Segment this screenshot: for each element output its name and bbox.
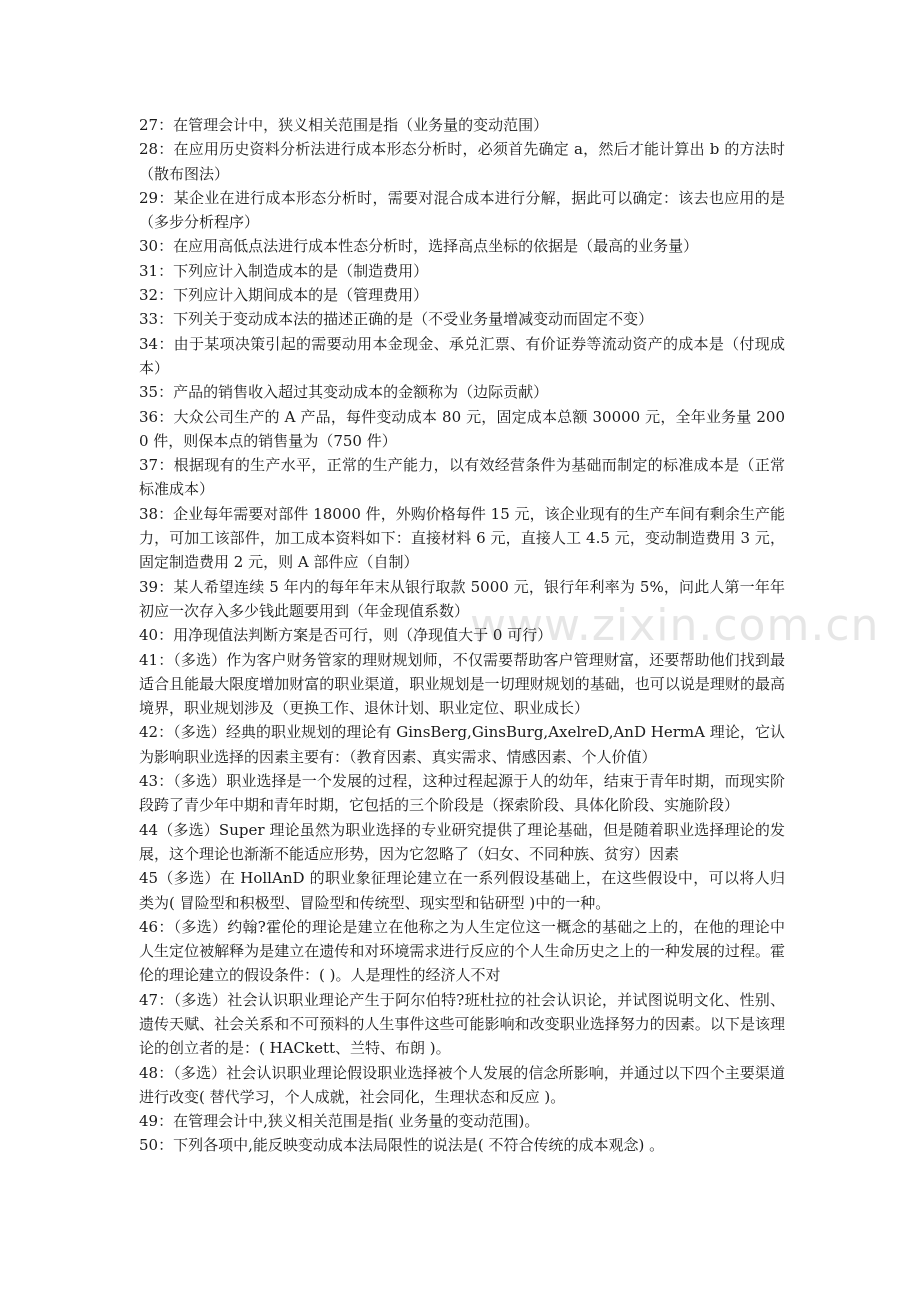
question-item-33: 33：下列关于变动成本法的描述正确的是（不受业务量增减变动而固定不变） (139, 310, 654, 329)
question-item-41: 41：（多选）作为客户财务管家的理财规划师，不仅需要帮助客户管理财富，还要帮助他们找到最适合且能最大限度增加财富的职业渠道，职业规划是一切理财规划的基础，也可以说是理财的最高境界，职业规划涉及（更换工作、退休计划、职业定位、职业成长） (139, 650, 785, 718)
question-item-45: 45（多选）在 HollAnD 的职业象征理论建立在一系列假设基础上，在这些假设中，可以将人归类为( 冒险型和积极型、冒险型和传统型、现实型和钻研型 )中的一种。 (139, 869, 785, 912)
question-item-35: 35：产品的销售收入超过其变动成本的金额称为（边际贡献） (139, 383, 549, 402)
question-item-48: 48：（多选）社会认识职业理论假设职业选择被个人发展的信念所影响，并通过以下四个主要渠道进行改变( 替代学习，个人成就，社会同化，生理状态和反应 )。 (139, 1063, 785, 1106)
question-item-42: 42：（多选）经典的职业规划的理论有 GinsBerg,GinsBurg,AxelreD,AnD HermA 理论，它认为影响职业选择的因素主要有：（教育因素、真实需求、情感因素、个人价值） (139, 723, 785, 766)
question-list (139, 113, 785, 1158)
question-item-39: 39：某人希望连续 5 年内的每年年末从银行取款 5000 元，银行年利率为 5%，问此人第一年年初应一次存入多少钱此题要用到（年金现值系数） (139, 577, 785, 620)
question-item-40: 40：用净现值法判断方案是否可行，则（净现值大于 0 可行） (139, 626, 553, 645)
question-item-36: 36：大众公司生产的 A 产品，每件变动成本 80 元，固定成本总额 30000 元，全年业务量 2000 件，则保本点的销售量为（750 件） (139, 407, 785, 450)
watermark: www.zixin.com.cn (470, 600, 880, 651)
question-item-30: 30：在应用高低点法进行成本性态分析时，选择高点坐标的依据是（最高的业务量） (139, 237, 699, 256)
question-item-43: 43：（多选）职业选择是一个发展的过程，这种过程起源于人的幼年，结束于青年时期，而现实阶段跨了青少年中期和青年时期，它包括的三个阶段是（探索阶段、具体化阶段、实施阶段） (139, 772, 785, 815)
question-item-27: 27：在管理会计中，狭义相关范围是指（业务量的变动范围） (139, 116, 549, 134)
question-item-49: 49：在管理会计中,狭义相关范围是指( 业务量的变动范围)。 (139, 1112, 540, 1131)
question-item-34: 34：由于某项决策引起的需要动用本金现金、承兑汇票、有价证券等流动资产的成本是（付现成本） (139, 334, 785, 377)
question-item-50: 50：下列各项中,能反映变动成本法局限性的说法是( 不符合传统的成本观念) 。 (139, 1136, 665, 1155)
question-item-28: 28：在应用历史资料分析法进行成本形态分析时，必须首先确定 a，然后才能计算出 b 的方法时（散布图法） (139, 140, 785, 183)
question-item-44: 44（多选）Super 理论虽然为职业选择的专业研究提供了理论基础，但是随着职业选择理论的发展，这个理论也渐渐不能适应形势，因为它忽略了（妇女、不同种族、贫穷）因素 (139, 820, 785, 863)
question-item-47: 47：（多选）社会认识职业理论产生于阿尔伯特?班杜拉的社会认识论，并试图说明文化、性别、遗传天赋、社会关系和不可预料的人生事件这些可能影响和改变职业选择努力的因素。以下是该理论的创立者的是：( HACkett、兰特、布朗 )。 (139, 990, 785, 1058)
question-item-37: 37：根据现有的生产水平，正常的生产能力，以有效经营条件为基础而制定的标准成本是（正常标准成本） (139, 456, 785, 499)
question-item-46: 46：（多选）约翰?霍伦的理论是建立在他称之为人生定位这一概念的基础之上的，在他的理论中人生定位被解释为是建立在遗传和对环境需求进行反应的个人生命历史之上的一种发展的过程。霍伦的理论建立的假设条件：( )。人是理性的经济人不对 (139, 917, 785, 985)
question-item-29: 29：某企业在进行成本形态分析时，需要对混合成本进行分解，据此可以确定：该去也应用的是（多步分析程序） (139, 188, 785, 232)
question-item-32: 32：下列应计入期间成本的是（管理费用） (139, 286, 429, 305)
question-item-38: 38：企业每年需要对部件 18000 件，外购价格每件 15 元，该企业现有的生产车间有剩余生产能力，可加工该部件，加工成本资料如下：直接材料 6 元，直接人工 4.5 元，变动制造费用 3 元，固定制造费用 2 元，则 A 部件应（自制） (139, 504, 785, 572)
question-item-31: 31：下列应计入制造成本的是（制造费用） (139, 261, 429, 280)
